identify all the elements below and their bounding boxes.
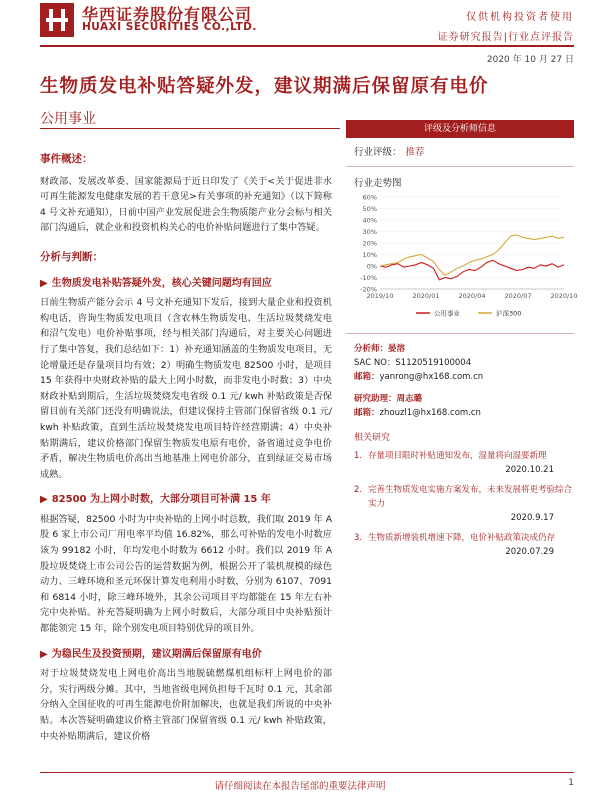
company-logo: [40, 3, 74, 37]
company-name-cn: 华西证券股份有限公司: [82, 5, 253, 24]
bullet-triangle-icon: ▶: [40, 648, 48, 660]
legend-label: 沪深300: [496, 309, 522, 318]
legend-label: 公用事业: [434, 309, 460, 318]
section-3-paragraph: 对于垃圾焚烧发电上网电价高出当地脱硫燃煤机组标杆上网电价的部分，实行两级分摊。其中，当地省级电网负担每千瓦时 0.1 元，其余部分纳入全国征收的可再生能源电价附加解决，也就是我们所说的中央补贴。本次答疑明确建议价格主管部门保留省级 0.1 元/ kwh 补贴政策，中央补贴期满后，建议价格: [40, 668, 332, 742]
y-tick-label: 10%: [362, 251, 377, 259]
analyst-email[interactable]: yanrong@hx168.com.cn: [379, 372, 484, 382]
industry-trend-chart: [346, 191, 578, 321]
y-tick-label: -10%: [360, 274, 377, 282]
series-line-csi300: [380, 235, 564, 275]
section-3-heading: ▶ 为稳民生及投资预期，建议期满后保留原有电价: [40, 648, 262, 660]
rating-section-header: 评级及分析师信息: [346, 120, 574, 138]
x-tick-label: 2020/04: [458, 292, 486, 300]
y-tick-label: 30%: [362, 228, 377, 236]
series-line-utilities: [380, 260, 564, 280]
industry-name: 公用事业: [40, 111, 96, 127]
report-body: [40, 148, 332, 744]
y-tick-label: 50%: [362, 205, 377, 213]
sidebar-divider: [346, 333, 574, 334]
related-research-heading: 相关研究: [354, 433, 391, 443]
bullet-triangle-icon: ▶: [40, 494, 48, 506]
audience-tag: 仅供机构投资者使用: [466, 12, 574, 23]
x-tick-label: 2020/01: [412, 292, 440, 300]
analysis-heading: 分析与判断：: [40, 250, 103, 263]
analyst-info: [346, 342, 574, 420]
sidebar: [346, 120, 578, 559]
bullet-triangle-icon: ▶: [40, 277, 48, 289]
related-research-item[interactable]: 3. 生物质新增装机增速下降，电价补贴政策决成仍存 2020.07.29: [354, 533, 556, 557]
email-label: 邮箱：: [354, 372, 380, 382]
rating-value: 推荐: [405, 147, 425, 158]
related-research-item[interactable]: 1. 存量项目限时补贴通知发布，湿量将向湿要新理 2020.10.21: [354, 451, 554, 475]
y-tick-label: 0%: [366, 262, 377, 271]
x-tick-label: 2019/10: [366, 292, 394, 300]
company-name-en: HUAXI SECURITIES CO.,LTD.: [82, 21, 257, 33]
analyst-label: 分析师：: [354, 344, 389, 354]
assistant-name: 周志璐: [396, 394, 423, 404]
x-tick-label: 2020/10: [550, 292, 578, 300]
section-1-paragraph: 日前生物质产能分会示 4 号文补充通知下发后，接到大量企业和投资机构电话，咨询生物质发电项目（含农林生物质发电、生活垃圾焚烧发电和沼气发电）电价补贴事项，经与相关部门沟通后，对主要关心问题进行了集中答复，我们总结如下：1）补充通知涵盖的生物质发电项目，无论增量还是存量项目均有效；2）明确生物质发电 82500 小时，是项目 15 年获得中央财政补贴的最大上网小时数，而非发电小时数；3）中央财政补贴到期后，生活垃圾焚烧发电省级 0.1 元/ kwh 补贴政策是否保留目前有关部门还没有明确说法，但建议保持主管部门保留省级 0.1 元/ kwh 补贴政策，直到生活垃圾焚烧发电项目特许经营期满；4）中央补贴期满后，建议价格部门保留生物质发电原有电价，备省通过竞争电价矛盾，解决生物质电价高出当地基准上网电价部分，直到绿证交易市场成熟。: [40, 297, 332, 480]
header-divider: [40, 45, 574, 47]
industry-rating: [346, 144, 574, 158]
chart-title: 行业走势图: [354, 178, 402, 189]
event-paragraph: 财政部、发展改革委、国家能源局于近日印发了《关于<关于促进非水可再生能源发电健康发展的若干意见>有关事项的补充通知》（以下简称 4 号文补充通知），日前中国产业发展促进会生物质能产业分会标与相关部门沟通后，就企业和投资机构关心的电价补贴问题进行了集中答疑。: [40, 175, 332, 234]
y-tick-label: -20%: [360, 285, 377, 294]
x-tick-label: 2020/07: [504, 292, 532, 300]
assistant-email[interactable]: zhouzl1@hx168.com.cn: [379, 408, 481, 418]
rating-label: 行业评级：: [354, 147, 402, 158]
sac-number: SAC NO：S1120519100004: [354, 358, 472, 368]
report-title: 生物质发电补贴答疑外发，建议期满后保留原有电价: [40, 76, 489, 97]
section-2-paragraph: 根据答疑，82500 小时为中央补贴的上网小时总数，我们取 2019 年 A 股 6 家上市公司厂用电率平均值 16.82%，那么可补贴的发电小时数应该为 99182 小时，年均发电小时数为 6612 小时。我们以 2019 年 A 股垃圾焚烧上市公司公告的运营数据为例，根据公开了装机规模的绿色动力、三峰环境和圣元环保计算发电利用小时数，分别为 6107、7091 和 6814 小时，除三峰环境外，其余公司项目平均都能在 15 年左右补完中央补贴。补充答疑明确为上网小时数后，大部分项目中央补贴预计都能领完 15 年，除个别发电项目特别优异的项目外。: [40, 513, 332, 635]
related-research-item[interactable]: 2. 完善生物质发电实施方案发布，未来发展将更考验综合实力 2020.9.17: [354, 485, 573, 523]
legal-notice: 请仔细阅读在本报告尾部的重要法律声明: [214, 781, 386, 792]
y-tick-label: 20%: [362, 239, 377, 248]
report-date: 2020 年 10 月 27 日: [486, 55, 574, 65]
section-1-heading: ▶ 生物质发电补贴答疑外发，核心关键问题均有回应: [40, 277, 272, 289]
report-type-tag: 证券研究报告|行业点评报告: [437, 32, 574, 43]
assistant-label: 研究助理：: [354, 394, 397, 404]
analyst-name: 晏溶: [388, 344, 406, 354]
y-tick-label: 40%: [362, 216, 377, 225]
email-label: 邮箱：: [354, 408, 380, 418]
section-2-heading: ▶ 82500 为上网小时数，大部分项目可补满 15 年: [40, 494, 271, 506]
industry-divider: [40, 128, 340, 129]
event-heading: 事件概述：: [40, 153, 93, 165]
page-number: 1: [568, 778, 574, 788]
y-tick-label: 60%: [362, 193, 377, 202]
sidebar-divider: [346, 166, 574, 167]
footer-divider: [40, 772, 574, 773]
